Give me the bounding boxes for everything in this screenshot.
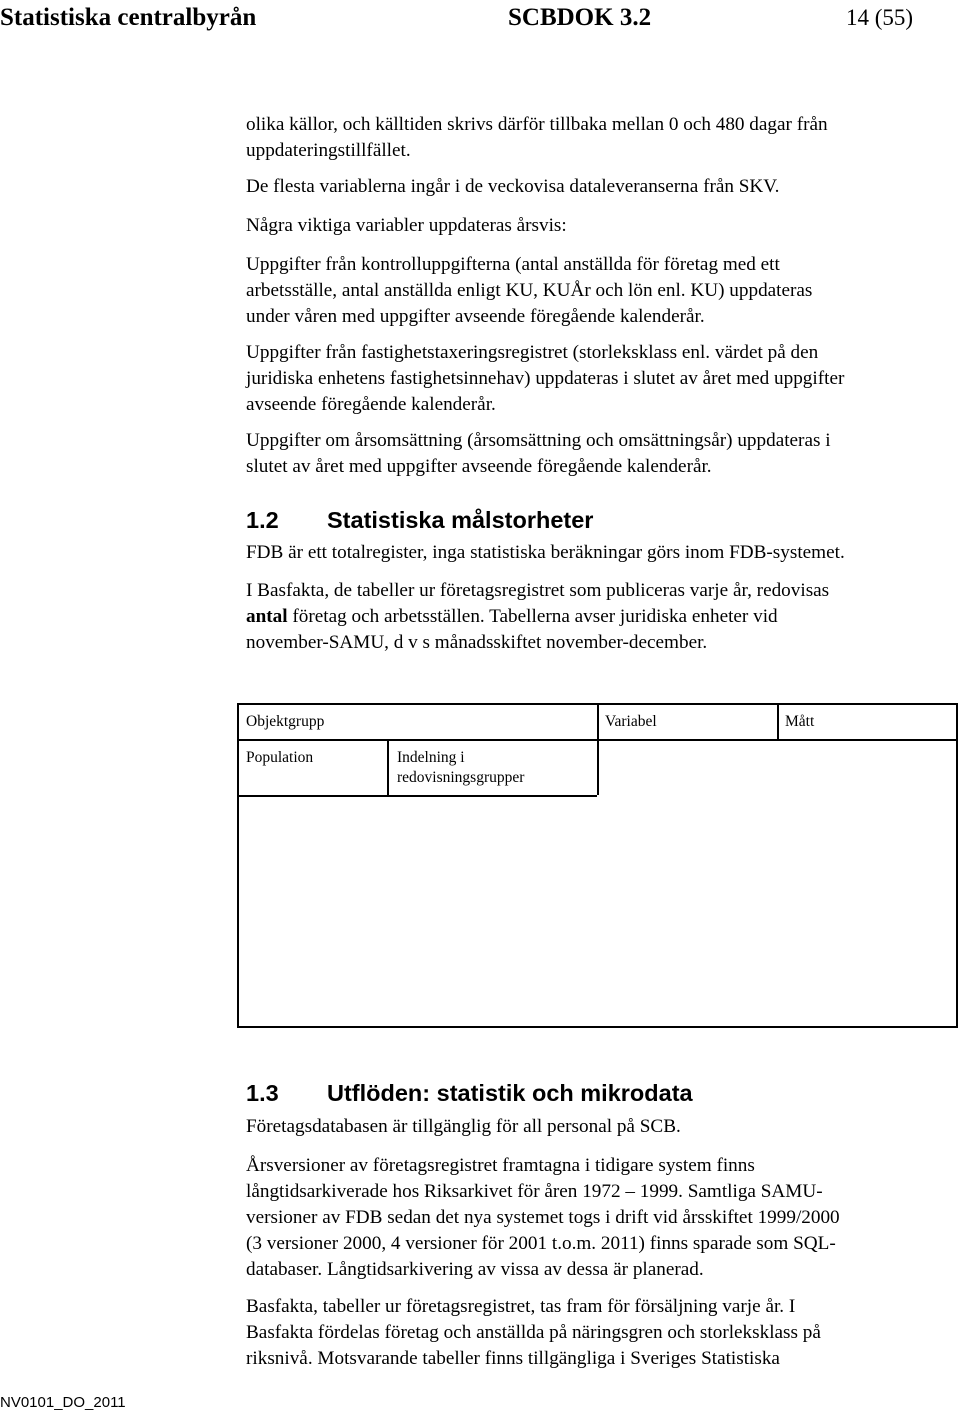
objektgrupp-table	[237, 703, 958, 1028]
text-line: Uppgifter från fastighetstaxeringsregistret (storleksklass enl. värdet på den	[246, 342, 819, 363]
text-line: versioner av FDB sedan det nya systemet togs i drift vid årsskiftet 1999/2000	[246, 1207, 840, 1228]
paragraph-basfakta-forsaljning	[246, 1294, 956, 1372]
subheader-indelning-line: redovisningsgrupper	[397, 769, 525, 786]
paragraph-fastighetstaxering	[246, 340, 956, 418]
subheader-indelning	[397, 748, 524, 788]
subheader-indelning-line: Indelning i	[397, 749, 465, 766]
section-title: Statistiska målstorheter	[327, 507, 594, 533]
text-line: Basfakta, tabeller ur företagsregistret, tas fram för försäljning varje år. I	[246, 1296, 796, 1317]
table-rule	[777, 705, 779, 739]
paragraph-totalregister	[246, 540, 956, 566]
text-line: under våren med uppgifter avseende föregående kalenderår.	[246, 306, 705, 327]
column-header-objektgrupp: Objektgrupp	[246, 713, 325, 730]
text-line: I Basfakta, de tabeller ur företagsregistret som publiceras varje år, redovisas	[246, 580, 830, 601]
text-line: arbetsställe, antal anställda enligt KU, KUÅr och lön enl. KU) uppdateras	[246, 280, 813, 301]
text-line: De flesta variablerna ingår i de veckovisa dataleveranserna från SKV.	[246, 176, 780, 197]
text-line: databaser. Långtidsarkivering av vissa av dessa är planerad.	[246, 1259, 704, 1280]
paragraph-kalltid	[246, 112, 956, 164]
section-heading-1-2	[246, 505, 956, 535]
section-number: 1.3	[246, 1080, 279, 1106]
text-line: Uppgifter om årsomsättning (årsomsättning och omsättningsår) uppdateras i	[246, 430, 831, 451]
text-line: Uppgifter från kontrolluppgifterna (antal anställda för företag med ett	[246, 254, 780, 275]
text-line	[246, 604, 956, 630]
text-line: olika källor, och källtiden skrivs därför tillbaka mellan 0 och 480 dagar från	[246, 114, 828, 135]
paragraph-basfakta	[246, 578, 956, 656]
header-document-id: SCBDOK 3.2	[508, 4, 652, 31]
table-rule	[239, 795, 597, 797]
paragraph-kontrolluppgifter	[246, 252, 956, 330]
header-organization: Statistiska centralbyrån	[0, 4, 257, 31]
text-line: Basfakta fördelas företag och anställda på näringsgren och storleksklass på	[246, 1322, 821, 1343]
paragraph-skv	[246, 174, 956, 200]
paragraph-arsversioner	[246, 1153, 956, 1283]
text-line: slutet av året med uppgifter avseende föregående kalenderår.	[246, 456, 712, 477]
section-number: 1.2	[246, 507, 279, 533]
bold-term: antal	[246, 606, 288, 627]
text-line: Årsversioner av företagsregistret framtagna i tidigare system finns	[246, 1155, 755, 1176]
text-line: FDB är ett totalregister, inga statistiska beräkningar görs inom FDB-systemet.	[246, 542, 845, 563]
text-line: (3 versioner 2000, 4 versioner för 2001 t.o.m. 2011) finns sparade som SQL-	[246, 1233, 836, 1254]
paragraph-arsvis	[246, 213, 956, 239]
text-line: juridiska enhetens fastighetsinnehav) uppdateras i slutet av året med uppgifter	[246, 368, 845, 389]
text-line: riksnivå. Motsvarande tabeller finns tillgängliga i Sveriges Statistiska	[246, 1348, 780, 1369]
paragraph-arsomsattning	[246, 428, 956, 480]
section-title: Utflöden: statistik och mikrodata	[327, 1080, 693, 1106]
subheader-population: Population	[246, 749, 314, 766]
text-fragment: företag och arbetsställen. Tabellerna avser juridiska enheter vid	[287, 606, 778, 627]
text-line: långtidsarkiverade hos Riksarkivet för åren 1972 – 1999. Samtliga SAMU-	[246, 1181, 823, 1202]
footer-document-code: NV0101_DO_2011	[0, 1394, 126, 1411]
table-rule	[387, 739, 389, 795]
table-rule	[597, 705, 599, 795]
paragraph-tillganglig	[246, 1114, 956, 1140]
section-heading-1-3	[246, 1078, 956, 1108]
text-line: uppdateringstillfället.	[246, 140, 411, 161]
text-line: Företagsdatabasen är tillgänglig för all personal på SCB.	[246, 1116, 681, 1137]
text-line: avseende föregående kalenderår.	[246, 394, 496, 415]
text-line: Några viktiga variabler uppdateras årsvis:	[246, 215, 567, 236]
column-header-variabel: Variabel	[605, 713, 657, 730]
text-line: november-SAMU, d v s månadsskiftet november-december.	[246, 632, 708, 653]
header-page-number: 14 (55)	[846, 5, 914, 30]
column-header-matt: Mått	[785, 713, 815, 730]
